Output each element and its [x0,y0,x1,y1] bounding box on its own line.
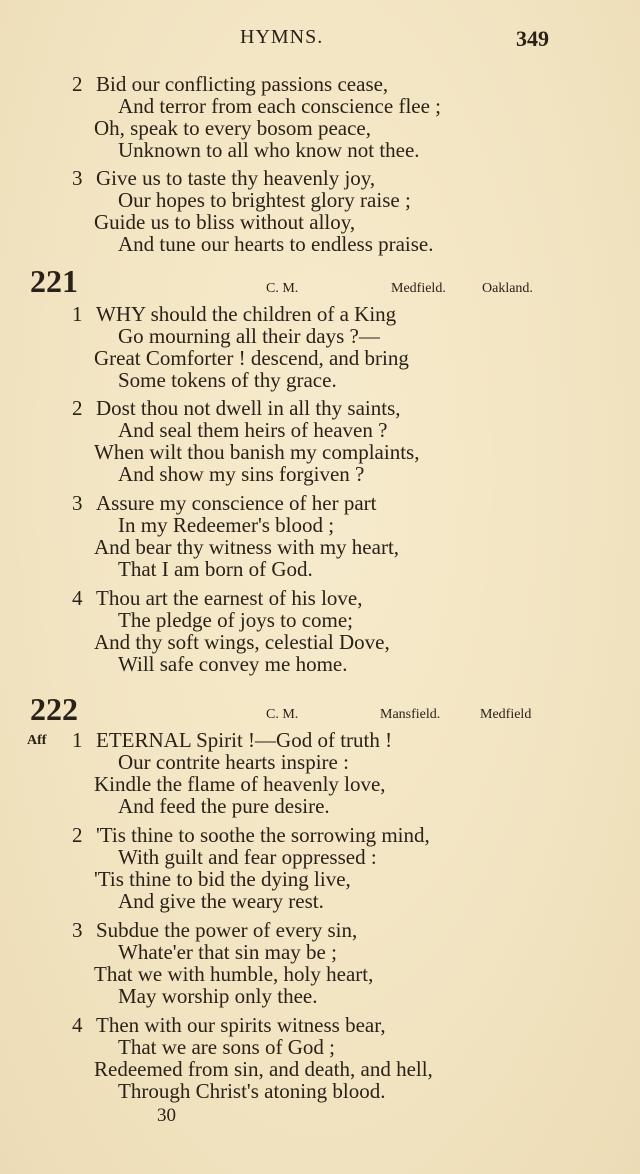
verse-line: 2 'Tis thine to soothe the sorrowing mind, [72,823,430,847]
meter: C. M. [266,281,299,296]
verse-line: And tune our hearts to endless praise. [118,232,434,256]
hymn-number: 221 [30,263,78,299]
verse-line: Go mourning all their days ?— [118,324,380,348]
verse-line: Redeemed from sin, and death, and hell, [94,1057,433,1081]
verse-line: And thy soft wings, celestial Dove, [94,630,390,654]
verse-line: Kindle the flame of heavenly love, [94,772,386,796]
verse-line: Our contrite hearts inspire : [118,750,349,774]
verse-number: 4 [72,586,83,610]
verse-line: And give the weary rest. [118,889,324,913]
verse-line: In my Redeemer's blood ; [118,513,335,537]
verse-number: 3 [72,491,83,515]
verse-line: Through Christ's atoning blood. [118,1079,386,1103]
verse-line: Our hopes to brightest glory raise ; [118,188,411,212]
verse-line: And seal them heirs of heaven ? [118,418,388,442]
verse-line: The pledge of joys to come; [118,608,354,632]
verse-line: That we are sons of God ; [118,1035,335,1059]
signature-mark: 30 [157,1105,176,1126]
verse-line: And feed the pure desire. [118,794,330,818]
verse-line: 3 Subdue the power of every sin, [72,918,358,942]
verse-line: May worship only thee. [118,984,318,1008]
verse-line: 2 Dost thou not dwell in all thy saints, [72,396,401,420]
verse-line: 3 Give us to taste thy heavenly joy, [72,166,376,190]
verse-line: Whate'er that sin may be ; [118,940,337,964]
verse-line: 'Tis thine to bid the dying live, [94,867,351,891]
verse-number: 4 [72,1013,83,1037]
verse-line: Unknown to all who know not thee. [118,138,420,162]
page-number: 349 [516,26,549,51]
verse-line: And show my sins forgiven ? [118,462,365,486]
verse-line: And terror from each conscience flee ; [118,94,441,118]
running-title: HYMNS. [240,26,324,48]
verse-number: 1 [72,302,83,326]
verse-number: 3 [72,166,83,190]
verse-line: And bear thy witness with my heart, [94,535,400,559]
verse-line: That we with humble, holy heart, [94,962,374,986]
verse-number: 3 [72,918,83,942]
verse-line: 1 WHY should the children of a King [72,302,397,326]
verse-line: 4 Thou art the earnest of his love, [72,586,363,610]
verse-line: When wilt thou banish my complaints, [94,440,420,464]
hymn-number: 222 [30,691,78,727]
verse-line: Great Comforter ! descend, and bring [94,346,409,370]
verse-line: Will safe convey me home. [118,652,348,676]
verse-number: 1 [72,728,83,752]
verse-line: 1 ETERNAL Spirit !—God of truth ! [72,728,393,752]
verse-line: Guide us to bliss without alloy, [94,210,356,234]
verse-number: 2 [72,823,83,847]
tune-name: Mansfield. [380,707,441,722]
tune-name: Oakland. [482,281,533,296]
verse-number: 2 [72,396,83,420]
verse-line: 4 Then with our spirits witness bear, [72,1013,386,1037]
verse-line: 3 Assure my conscience of her part [72,491,377,515]
verse-line: Some tokens of thy grace. [118,368,337,392]
verse-line: Oh, speak to every bosom peace, [94,116,371,140]
verse-line: With guilt and fear oppressed : [118,845,377,869]
running-head [0,26,640,56]
tune-name: Medfield [480,707,532,722]
tune-name: Medfield. [391,281,446,296]
verse-line: That I am born of God. [118,557,313,581]
meter: C. M. [266,707,299,722]
verse-number: 2 [72,72,83,96]
verse-line: 2 Bid our conflicting passions cease, [72,72,389,96]
margin-annotation: Aff [27,733,47,748]
